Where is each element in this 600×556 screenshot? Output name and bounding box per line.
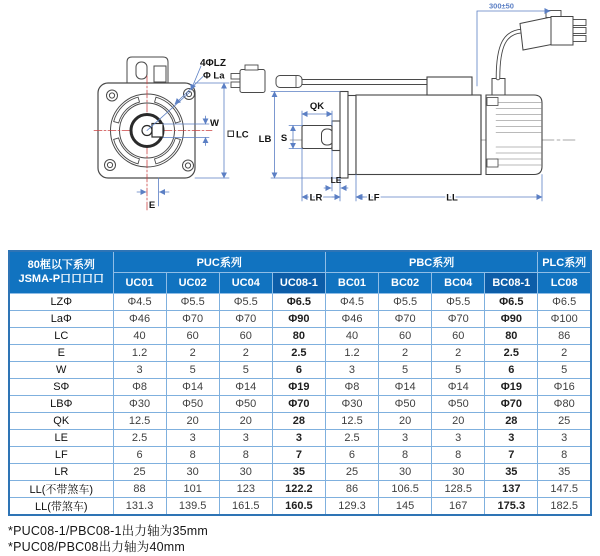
spec-value: 28 — [272, 413, 325, 430]
spec-value: Φ46 — [325, 311, 378, 328]
spec-value: 20 — [379, 413, 432, 430]
column-header-bc04: BC04 — [432, 273, 485, 294]
spec-value: Φ70 — [485, 396, 538, 413]
lr-label: LR — [309, 192, 323, 204]
motor-flange — [340, 92, 356, 179]
spec-value: 2.5 — [325, 430, 378, 447]
spec-value: 2.5 — [485, 345, 538, 362]
spec-value: Φ4.5 — [325, 294, 378, 311]
s-label: S — [280, 133, 288, 144]
spec-value: Φ14 — [219, 379, 272, 396]
spec-value: 35 — [272, 464, 325, 481]
row-label: LE — [9, 430, 113, 447]
spec-value: 3 — [325, 362, 378, 379]
spec-value: 6 — [113, 447, 166, 464]
group-header-row — [9, 251, 591, 273]
spec-value: 25 — [538, 413, 591, 430]
spec-value: Φ5.5 — [432, 294, 485, 311]
spec-value: Φ16 — [538, 379, 591, 396]
spec-value: 182.5 — [538, 498, 591, 516]
spec-value: 25 — [325, 464, 378, 481]
spec-value: 35 — [485, 464, 538, 481]
series-title-line1: 80框以下系列 — [27, 258, 95, 271]
lf-label: LF — [368, 192, 380, 204]
spec-value: 2 — [538, 345, 591, 362]
spec-value: 86 — [538, 328, 591, 345]
spec-value: 6 — [325, 447, 378, 464]
spec-value: Φ8 — [325, 379, 378, 396]
spec-value: 3 — [379, 430, 432, 447]
spec-value: Φ46 — [113, 311, 166, 328]
encoder-cable — [276, 76, 427, 88]
spec-value: 60 — [166, 328, 219, 345]
spec-value: 80 — [272, 328, 325, 345]
series-title-line2: JSMA-P口口口口 — [18, 272, 105, 285]
table-row — [9, 362, 591, 379]
spec-value: Φ70 — [272, 396, 325, 413]
spec-value: 28 — [485, 413, 538, 430]
spec-value: 8 — [379, 447, 432, 464]
spec-value: Φ5.5 — [166, 294, 219, 311]
spec-value: 2 — [219, 345, 272, 362]
side-view — [231, 2, 586, 204]
spec-value: 128.5 — [432, 481, 485, 498]
spec-value: Φ6.5 — [538, 294, 591, 311]
terminal-box — [127, 57, 168, 84]
spec-value: 5 — [432, 362, 485, 379]
spec-value: 167 — [432, 498, 485, 516]
spec-table — [8, 250, 592, 516]
spec-value: 122.2 — [272, 481, 325, 498]
spec-value: 88 — [113, 481, 166, 498]
spec-value: 131.3 — [113, 498, 166, 516]
spec-value: 101 — [166, 481, 219, 498]
spec-value: 2 — [166, 345, 219, 362]
spec-value: 3 — [219, 430, 272, 447]
motor-body — [356, 77, 481, 175]
row-label: W — [9, 362, 113, 379]
row-label: LR — [9, 464, 113, 481]
spec-value: 40 — [325, 328, 378, 345]
row-label: LC — [9, 328, 113, 345]
spec-value: Φ50 — [379, 396, 432, 413]
row-label: E — [9, 345, 113, 362]
table-row — [9, 379, 591, 396]
group-header-plc: PLC系列 — [538, 251, 591, 273]
spec-value: 20 — [166, 413, 219, 430]
spec-value: 60 — [219, 328, 272, 345]
footnote-shaft-40: *PUC08/PBC08出力轴为40mm — [8, 540, 185, 555]
power-connector — [520, 11, 586, 51]
spec-value: Φ14 — [379, 379, 432, 396]
spec-value: 147.5 — [538, 481, 591, 498]
spec-value: Φ4.5 — [113, 294, 166, 311]
spec-value: Φ6.5 — [485, 294, 538, 311]
qk-label: QK — [309, 101, 325, 112]
spec-value: Φ8 — [113, 379, 166, 396]
spec-value: 2.5 — [113, 430, 166, 447]
spec-value: 12.5 — [325, 413, 378, 430]
spec-value: 7 — [485, 447, 538, 464]
table-row — [9, 328, 591, 345]
table-corner-header — [9, 251, 113, 294]
spec-value: 60 — [432, 328, 485, 345]
spec-value: Φ14 — [166, 379, 219, 396]
column-header-uc08-1: UC08-1 — [272, 273, 325, 294]
spec-value: 1.2 — [325, 345, 378, 362]
row-label: LL(不带煞车) — [9, 481, 113, 498]
column-header-uc04: UC04 — [219, 273, 272, 294]
spec-value: 7 — [272, 447, 325, 464]
dimension-diagram — [0, 0, 600, 246]
front-holes-label: 4ΦLZ — [200, 58, 226, 69]
spec-value: 8 — [538, 447, 591, 464]
spec-value: 2.5 — [272, 345, 325, 362]
motor-shaft — [302, 121, 340, 151]
spec-value: 3 — [485, 430, 538, 447]
le-label: LE — [330, 175, 342, 185]
spec-value: 20 — [432, 413, 485, 430]
spec-value: 12.5 — [113, 413, 166, 430]
table-row — [9, 294, 591, 311]
front-la-label: Φ La — [203, 70, 225, 82]
spec-value: 3 — [113, 362, 166, 379]
power-cable — [498, 31, 522, 78]
spec-value: Φ19 — [485, 379, 538, 396]
spec-value: Φ30 — [113, 396, 166, 413]
row-label: LBΦ — [9, 396, 113, 413]
column-header-uc01: UC01 — [113, 273, 166, 294]
spec-value: 80 — [485, 328, 538, 345]
spec-value: 145 — [379, 498, 432, 516]
spec-value: Φ70 — [219, 311, 272, 328]
spec-value: 2 — [432, 345, 485, 362]
spec-value: Φ70 — [432, 311, 485, 328]
spec-value: Φ14 — [432, 379, 485, 396]
spec-value: 175.3 — [485, 498, 538, 516]
spec-value: 3 — [166, 430, 219, 447]
s-dimension — [289, 126, 302, 149]
column-header-lc08: LC08 — [538, 273, 591, 294]
front-view — [94, 57, 249, 212]
row-label: LZΦ — [9, 294, 113, 311]
spec-value: 3 — [432, 430, 485, 447]
spec-value: 8 — [166, 447, 219, 464]
spec-value: 8 — [432, 447, 485, 464]
table-row — [9, 396, 591, 413]
table-row — [9, 311, 591, 328]
spec-value: Φ70 — [379, 311, 432, 328]
spec-value: 25 — [113, 464, 166, 481]
row-label: LaΦ — [9, 311, 113, 328]
spec-value: 3 — [538, 430, 591, 447]
encoder-cable-connector — [231, 65, 265, 93]
spec-value: 129.3 — [325, 498, 378, 516]
spec-value: 1.2 — [113, 345, 166, 362]
spec-value: Φ50 — [219, 396, 272, 413]
spec-value: 40 — [113, 328, 166, 345]
spec-value: 60 — [379, 328, 432, 345]
spec-value: 8 — [219, 447, 272, 464]
spec-value: 30 — [432, 464, 485, 481]
spec-value: Φ5.5 — [219, 294, 272, 311]
spec-value: Φ90 — [272, 311, 325, 328]
footnote-shaft-35: *PUC08-1/PBC08-1出力轴为35mm — [8, 524, 208, 538]
column-header-bc08-1: BC08-1 — [485, 273, 538, 294]
lc-dimension — [195, 83, 234, 178]
spec-value: 6 — [272, 362, 325, 379]
spec-value: Φ6.5 — [272, 294, 325, 311]
table-row — [9, 498, 591, 516]
front-e-label: E — [148, 200, 156, 211]
spec-value: Φ70 — [166, 311, 219, 328]
spec-value: Φ100 — [538, 311, 591, 328]
spec-value: 2 — [379, 345, 432, 362]
column-header-uc02: UC02 — [166, 273, 219, 294]
row-label: LL(带煞车) — [9, 498, 113, 516]
spec-value: 30 — [379, 464, 432, 481]
table-row — [9, 345, 591, 362]
qk-dimension — [302, 111, 332, 126]
lb-label: LB — [258, 134, 272, 145]
ll-label: LL — [446, 192, 458, 204]
table-row — [9, 481, 591, 498]
front-lc-label: LC — [236, 129, 249, 141]
spec-value: 86 — [325, 481, 378, 498]
group-header-pbc: PBC系列 — [325, 251, 537, 273]
spec-value: 30 — [219, 464, 272, 481]
row-label: LF — [9, 447, 113, 464]
column-header-bc01: BC01 — [325, 273, 378, 294]
spec-value: 5 — [538, 362, 591, 379]
table-row — [9, 413, 591, 430]
spec-value: 139.5 — [166, 498, 219, 516]
spec-value: 160.5 — [272, 498, 325, 516]
column-header-bc02: BC02 — [379, 273, 432, 294]
spec-value: 123 — [219, 481, 272, 498]
spec-value: 5 — [166, 362, 219, 379]
spec-value: 3 — [272, 430, 325, 447]
spec-value: 6 — [485, 362, 538, 379]
group-header-puc: PUC系列 — [113, 251, 325, 273]
spec-value: Φ90 — [485, 311, 538, 328]
spec-value: 161.5 — [219, 498, 272, 516]
spec-value: Φ80 — [538, 396, 591, 413]
motor-rear-cap — [481, 79, 542, 175]
spec-value: Φ50 — [432, 396, 485, 413]
spec-value: Φ30 — [325, 396, 378, 413]
spec-value: Φ5.5 — [379, 294, 432, 311]
spec-value: Φ19 — [272, 379, 325, 396]
cable-length-label: 300±50 — [489, 1, 514, 11]
spec-value: Φ50 — [166, 396, 219, 413]
spec-value: 137 — [485, 481, 538, 498]
spec-value: 20 — [219, 413, 272, 430]
spec-value: 106.5 — [379, 481, 432, 498]
spec-value: 30 — [166, 464, 219, 481]
front-w-label: W — [210, 118, 219, 129]
table-row — [9, 447, 591, 464]
spec-value: 35 — [538, 464, 591, 481]
spec-value: 5 — [379, 362, 432, 379]
spec-value: 5 — [219, 362, 272, 379]
table-row — [9, 430, 591, 447]
table-row — [9, 464, 591, 481]
row-label: QK — [9, 413, 113, 430]
row-label: SΦ — [9, 379, 113, 396]
